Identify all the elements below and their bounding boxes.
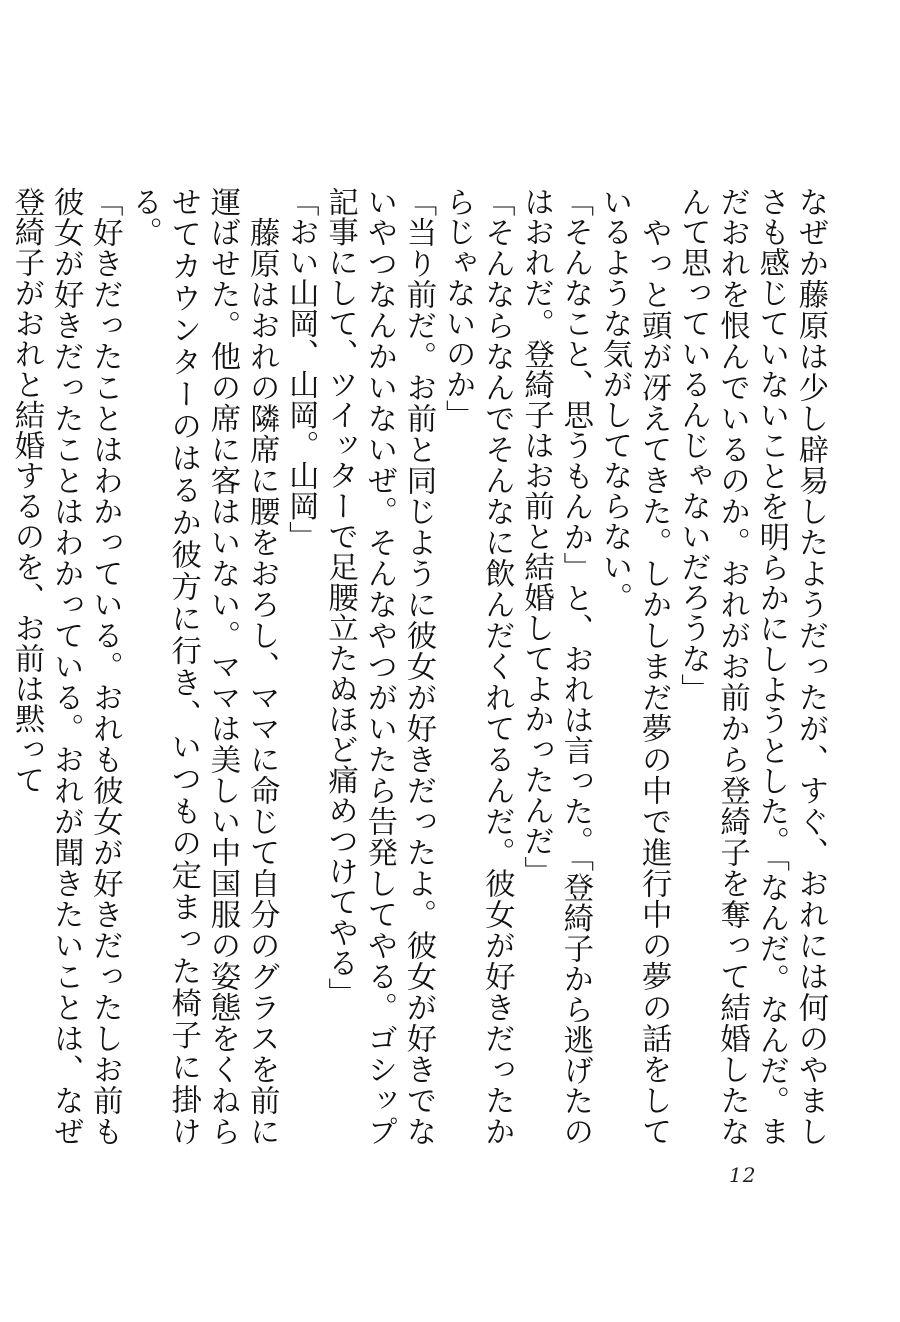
paragraph: 「おい山岡、山岡。山岡」: [283, 186, 319, 552]
page-number: 12: [729, 1163, 757, 1187]
paragraph: 「好きだったことはわかっている。おれも彼女が好きだったしお前も彼女が好きだったことはわかっている。おれが聞きたいことは、なぜ登綺子がおれと結婚するのを、お前は黙って: [8, 186, 123, 1146]
paragraph: なぜか藤原は少し辟易したようだったが、すぐ、おれには何のやましさも感じていないことを明らかにしようとした。「なんだ。なんだ。まだおれを恨んでいるのか。おれがお前から登綺子を奪って結婚したなんて思っているんじゃないだろうな」: [675, 186, 828, 1146]
paragraph: 「そんならなんでそんなに飲んだくれてるんだ。彼女が好きだったからじゃないのか」: [440, 186, 515, 1146]
paragraph: 「当り前だ。お前と同じように彼女が好きだったよ。彼女が好きでないやつなんかいないぜ。そんなやつがいたら告発してやる。ゴシップ記事にして、ツイッターで足腰立たぬほど痛めつけてやる」: [322, 186, 436, 1146]
vertical-text-body: [8, 186, 830, 1146]
paragraph: やっと頭が冴えてきた。しかしまだ夢の中で進行中の夢の話をしているような気がしてならない。: [596, 186, 672, 1146]
paragraph: 「そんなこと、思うもんか」と、おれは言った。「登綺子から逃げたのはおれだ。登綺子はお前と結婚してよかったんだ」: [518, 186, 593, 1146]
paragraph: 藤原はおれの隣席に腰をおろし、ママに命じて自分のグラスを前に運ばせた。他の席に客はいない。ママは美しい中国服の姿態をくねらせてカウンターのはるか彼方に行き、いつもの定まった椅子に掛ける。: [126, 186, 280, 1146]
